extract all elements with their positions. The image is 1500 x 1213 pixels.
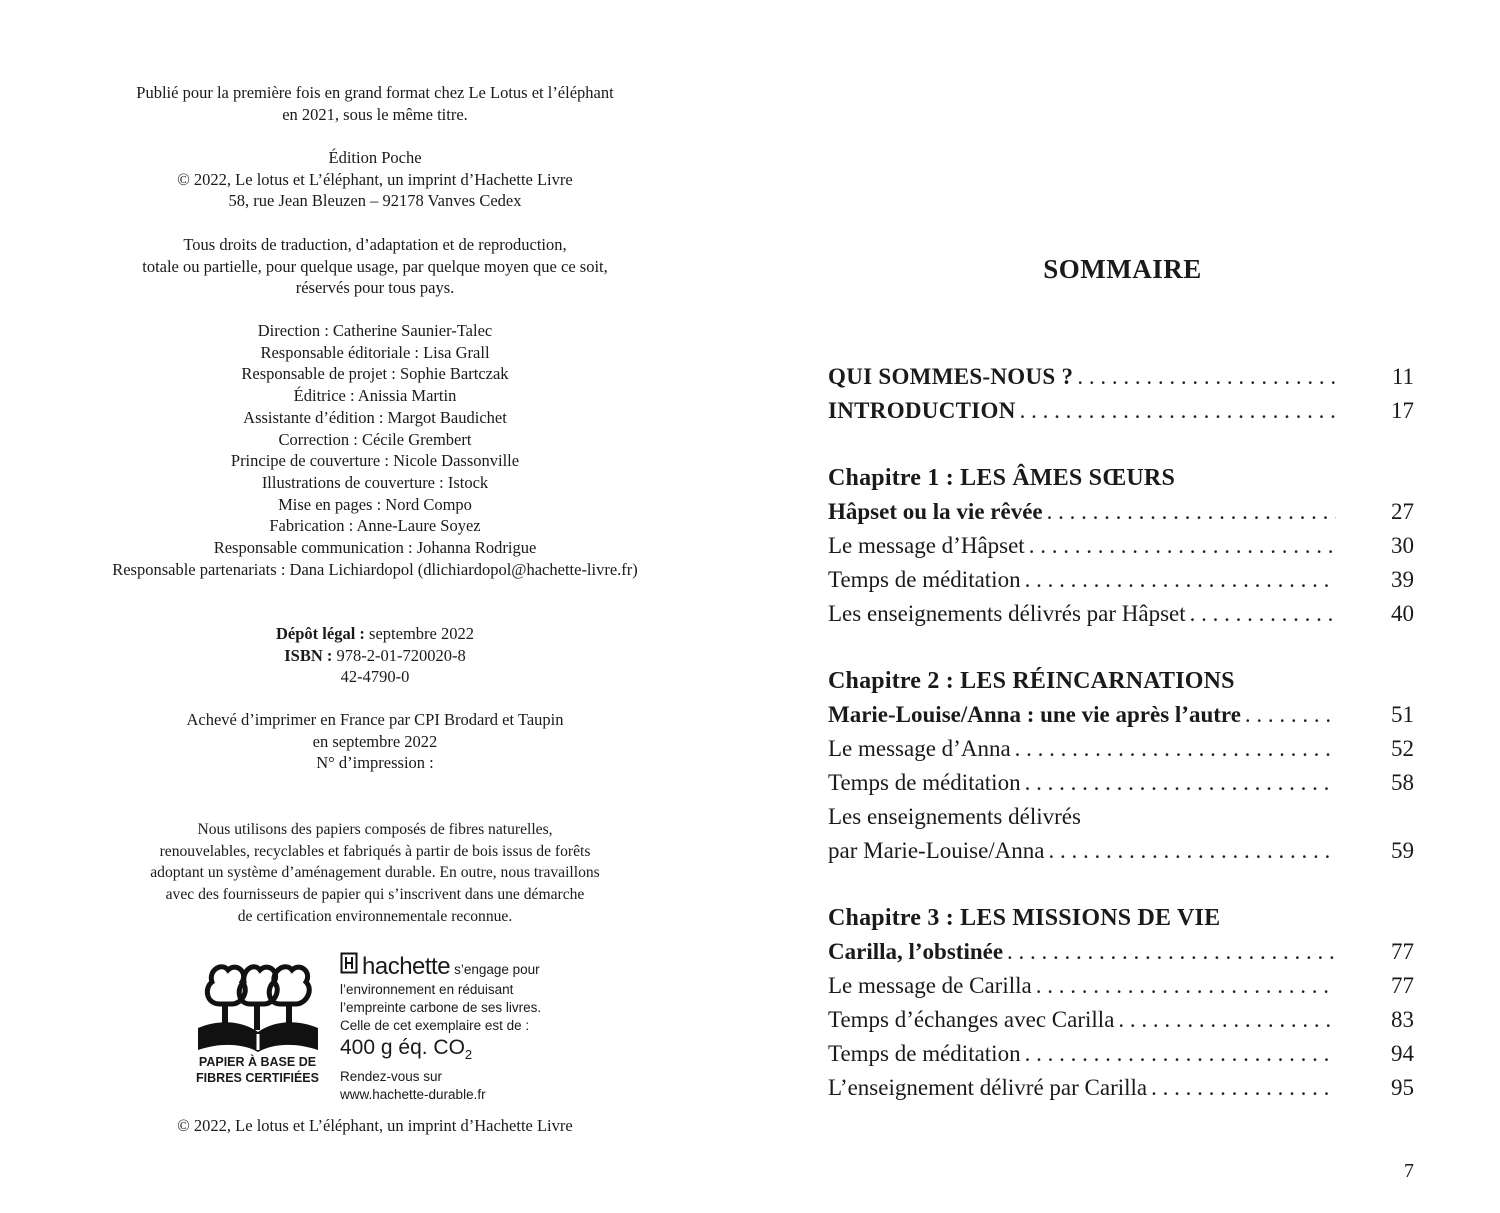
toc-page-number: 39	[1391, 567, 1414, 592]
toc-entry	[828, 736, 1414, 770]
chapter-heading: Chapitre 3 : LES MISSIONS DE VIE	[828, 905, 1221, 931]
toc-page-number: 59	[1391, 838, 1414, 863]
edition-note	[0, 147, 750, 212]
toc-entry-label: Marie-Louise/Anna : une vie après l’autre	[828, 702, 1241, 727]
dot-leader	[1025, 770, 1336, 796]
carbon-footprint-value	[340, 1035, 600, 1068]
toc-page-number: 77	[1391, 939, 1414, 964]
toc-entry	[828, 702, 1414, 736]
toc-page-number: 83	[1391, 1007, 1414, 1032]
credits-list	[0, 320, 750, 580]
dot-leader	[1245, 702, 1336, 728]
dot-leader	[1007, 939, 1336, 965]
dot-leader	[1077, 364, 1336, 390]
toc-entry-label: Carilla, l’obstinée	[828, 939, 1004, 964]
isbn-line	[0, 645, 750, 667]
copyright-line: © 2022, Le lotus et L’éléphant, un imprint d’Hachette Livre	[177, 1116, 573, 1135]
toc-entry	[828, 1075, 1414, 1109]
dot-leader	[1020, 398, 1336, 424]
dot-leader	[1151, 1075, 1336, 1101]
credit-line: Responsable de projet : Sophie Bartczak	[241, 364, 509, 384]
toc-entry	[828, 601, 1414, 635]
dot-leader	[1025, 1041, 1336, 1067]
credit-line: Correction : Cécile Grembert	[278, 429, 472, 449]
toc-entry	[828, 973, 1414, 1007]
edition-line: 58, rue Jean Bleuzen – 92178 Vanves Cedex	[228, 191, 522, 211]
toc-entry-label: Temps de méditation	[828, 567, 1021, 592]
toc-entry-label: Les enseignements délivrés par Hâpset	[828, 601, 1186, 626]
copyright-footer	[0, 1115, 750, 1137]
toc-page-number: 94	[1391, 1041, 1414, 1066]
paper-line: adoptant un système d’aménagement durable. En outre, nous travaillons	[150, 864, 600, 882]
paper-line: de certification environnementale reconnue.	[237, 907, 513, 925]
toc-page-number: 11	[1391, 364, 1414, 389]
dot-leader	[1049, 838, 1336, 864]
publication-note	[0, 82, 750, 125]
toc-page-number: 52	[1391, 736, 1414, 761]
edition-line: Édition Poche	[328, 148, 422, 167]
certified-paper-logo	[185, 958, 330, 1098]
printing-line: N° d’impression :	[316, 753, 434, 773]
hachette-engage-text: s’engage pour	[454, 962, 540, 977]
toc-entry-label: Temps d’échanges avec Carilla	[828, 1007, 1115, 1032]
hachette-carbon-notice	[340, 952, 600, 1104]
rights-line: réservés pour tous pays.	[295, 278, 455, 298]
publication-line: en 2021, sous le même titre.	[282, 104, 468, 124]
printing-line: Achevé d’imprimer en France par CPI Brodard et Taupin	[186, 710, 564, 729]
toc-entry-label: Les enseignements délivrés	[828, 804, 1081, 829]
toc-entry-label: L’enseignement délivré par Carilla	[828, 1075, 1148, 1100]
eco-caption-line: FIBRES CERTIFIÉES	[196, 1071, 319, 1085]
toc-entry-label: Le message d’Hâpset	[828, 533, 1025, 558]
credit-line: Fabrication : Anne-Laure Soyez	[269, 516, 481, 536]
toc-entry-label: Temps de méditation	[828, 770, 1021, 795]
rights-line: totale ou partielle, pour quelque usage, par quelque moyen que ce soit,	[142, 256, 608, 276]
printing-line: en septembre 2022	[312, 731, 438, 751]
credit-line: Principe de couverture : Nicole Dassonville	[230, 451, 520, 471]
credit-line: Mise en pages : Nord Compo	[278, 494, 472, 514]
rights-note	[0, 234, 750, 299]
toc-entry	[828, 838, 1414, 872]
isbn-key: ISBN :	[284, 645, 333, 665]
eco-caption-line: PAPIER À BASE DE	[198, 1055, 317, 1069]
depot-legal-key: Dépôt légal :	[276, 624, 365, 643]
toc-entry-label: Le message de Carilla	[828, 973, 1032, 998]
toc-entry-label: QUI SOMMES-NOUS ?	[828, 364, 1074, 389]
dot-leader	[1015, 736, 1336, 762]
dot-leader	[1190, 601, 1336, 627]
legal-deposit	[0, 623, 750, 688]
toc-entry-label: Le message d’Anna	[828, 736, 1011, 761]
co2-value: 400 g éq. CO	[340, 1036, 465, 1059]
toc-entry	[828, 939, 1414, 973]
dot-leader	[1047, 499, 1336, 525]
hachette-brand-row	[340, 952, 600, 981]
hachette-line: l’empreinte carbone de ses livres.	[340, 1000, 542, 1015]
dot-leader	[1036, 973, 1336, 999]
toc-page-number: 40	[1391, 601, 1414, 626]
toc-entry	[828, 533, 1414, 567]
toc-entry	[828, 398, 1414, 432]
hachette-url: www.hachette-durable.fr	[340, 1087, 486, 1103]
toc-entry	[828, 1007, 1414, 1041]
toc-page-number: 27	[1391, 499, 1414, 524]
toc-entry	[828, 770, 1414, 804]
publication-line: Publié pour la première fois en grand format chez Le Lotus et l’éléphant	[136, 83, 614, 102]
hachette-line: Celle de cet exemplaire est de :	[340, 1018, 530, 1033]
trees-book-icon	[192, 958, 324, 1054]
chapter-heading: Chapitre 1 : LES ÂMES SŒURS	[828, 465, 1176, 491]
toc-entry-label: par Marie-Louise/Anna	[828, 838, 1045, 863]
toc-entry-label: Temps de méditation	[828, 1041, 1021, 1066]
dot-leader	[1118, 1007, 1336, 1033]
hachette-line: l’environnement en réduisant	[340, 982, 514, 997]
toc-page-number: 58	[1391, 770, 1414, 795]
contents-page	[750, 0, 1500, 1213]
depot-legal-line	[0, 623, 750, 645]
page-number: 7	[1404, 1160, 1414, 1182]
paper-line: Nous utilisons des papiers composés de fibres naturelles,	[197, 821, 553, 838]
credit-line: Éditrice : Anissia Martin	[293, 386, 457, 406]
isbn-value: 978-2-01-720020-8	[332, 645, 466, 665]
credit-line: Assistante d’édition : Margot Baudichet	[243, 407, 507, 427]
depot-legal-value: septembre 2022	[364, 624, 474, 643]
credit-line: Illustrations de couverture : Istock	[261, 472, 489, 492]
dot-leader	[1025, 567, 1336, 593]
credit-line: Responsable éditoriale : Lisa Grall	[260, 342, 490, 362]
credit-line: Responsable communication : Johanna Rodrigue	[213, 538, 537, 558]
hachette-logo-icon	[340, 952, 358, 974]
rights-line: Tous droits de traduction, d’adaptation et de reproduction,	[183, 235, 567, 254]
page-title: SOMMAIRE	[1043, 254, 1202, 284]
printing-note	[0, 709, 750, 774]
toc-entry-label: Hâpset ou la vie rêvée	[828, 499, 1043, 524]
chapter-heading: Chapitre 2 : LES RÉINCARNATIONS	[828, 668, 1235, 694]
toc-page-number: 51	[1391, 702, 1414, 727]
toc-entry	[828, 1041, 1414, 1075]
paper-line: avec des fournisseurs de papier qui s’inscrivent dans une démarche	[165, 886, 585, 904]
paper-line: renouvelables, recyclables et fabriqués à partir de bois issus de forêts	[159, 842, 591, 860]
toc-entry-label: INTRODUCTION	[828, 398, 1016, 423]
toc-page-number: 17	[1391, 398, 1414, 423]
credit-line: Responsable partenariats : Dana Lichiardopol (dlichiardopol@hachette-livre.fr)	[112, 559, 638, 579]
toc-entry	[828, 499, 1414, 533]
dot-leader	[1029, 533, 1336, 559]
toc-page-number: 95	[1391, 1075, 1414, 1100]
hachette-brand: hachette	[362, 953, 451, 980]
co2-subscript: 2	[464, 1047, 473, 1063]
paper-notice	[0, 819, 750, 928]
toc-entry	[828, 567, 1414, 601]
product-code: 42-4790-0	[340, 667, 410, 687]
hachette-visit-text: Rendez-vous sur	[340, 1069, 443, 1085]
toc-page-number: 77	[1391, 973, 1414, 998]
toc-page-number: 30	[1391, 533, 1414, 558]
credit-line: Direction : Catherine Saunier-Talec	[257, 321, 493, 340]
edition-line: © 2022, Le lotus et L’éléphant, un imprint d’Hachette Livre	[177, 169, 573, 189]
toc-entry	[828, 364, 1414, 398]
